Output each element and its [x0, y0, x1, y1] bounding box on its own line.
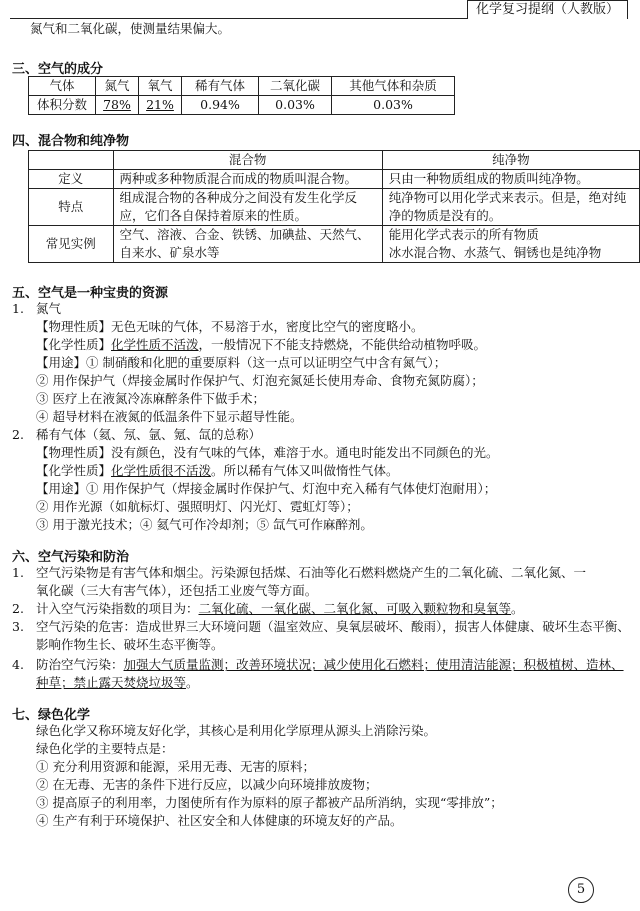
list-number: 1.	[12, 301, 24, 316]
section-5-title: 五、空气是一种宝贵的资源	[12, 286, 169, 301]
noble-gas-use-1: 【用途】① 用作保护气（焊接金属时作保护气、灯泡中充入稀有气体使灯泡耐用）；	[36, 481, 497, 496]
table-row	[29, 151, 640, 170]
noble-gas-chemical: 【化学性质】化学性质很不活泼。所以稀有气体又叫做惰性气体。	[36, 463, 399, 478]
pollution-item-1-cont: 氧化碳（三大有害气体），还包括工业废气等方面。	[36, 583, 318, 598]
table-cell: 纯净物可以用化学式来表示。但是，绝对纯 净的物质是没有的。	[382, 189, 639, 226]
table-cell: 组成混合物的各种成分之间没有发生化学反 应，它们各自保持着原来的性质。	[113, 189, 382, 226]
table-row	[29, 77, 455, 96]
table-cell: 0.03%	[332, 96, 455, 115]
nitrogen-chemical: 【化学性质】化学性质不活泼，一般情况下不能支持燃烧，不能供给动植物呼吸。	[36, 337, 487, 352]
table-row	[29, 170, 640, 189]
table-cell: 纯净物	[382, 151, 639, 170]
green-chem-point-2: ② 在无毒、无害的条件下进行反应，以减少向环境排放废物；	[36, 777, 378, 792]
pollution-item-2: 计入空气污染指数的项目为：二氧化硫、一氧化碳、二氧化氮、可吸入颗粒物和臭氧等。	[36, 601, 524, 616]
table-cell: 0.94%	[182, 96, 259, 115]
noble-gas-use-2: ② 用作光源（如航标灯、强照明灯、闪光灯、霓虹灯等）；	[36, 499, 359, 514]
table-cell: 只由一种物质组成的物质叫纯净物。	[382, 170, 639, 189]
table-cell: 能用化学式表示的所有物质 冰水混合物、水蒸气、铜锈也是纯净物	[382, 226, 639, 263]
table-row	[29, 96, 455, 115]
table-row	[29, 226, 640, 263]
pollution-item-1: 空气污染物是有害气体和烟尘。污染源包括煤、石油等化石燃料燃烧产生的二氧化硫、二氧化氮、一	[36, 565, 587, 580]
table-cell: 两种或多种物质混合而成的物质叫混合物。	[113, 170, 382, 189]
green-chem-point-4: ④ 生产有利于环境保护、社区安全和人体健康的环境友好的产品。	[36, 813, 403, 828]
page-number: 5	[568, 877, 594, 903]
noble-gas-physical: 【物理性质】没有颜色，没有气味的气体，难溶于水。通电时能发出不同颜色的光。	[36, 445, 499, 460]
table-cell: 混合物	[113, 151, 382, 170]
table-cell: 体积分数	[29, 96, 96, 115]
pollution-item-3: 空气污染的危害：造成世界三大环境问题（温室效应、臭氧层破坏、酸雨），损害人体健康、破坏生态平衡、	[36, 619, 630, 634]
nitrogen-physical: 【物理性质】无色无味的气体，不易溶于水，密度比空气的密度略小。	[36, 319, 424, 334]
table-cell: 特点	[29, 189, 114, 226]
list-number: 4.	[12, 657, 24, 672]
table-cell: 氮气	[96, 77, 139, 96]
mixture-pure-table	[28, 150, 640, 263]
section-3-title: 三、空气的成分	[12, 62, 104, 77]
table-cell: 0.03%	[259, 96, 332, 115]
table-cell: 氧气	[139, 77, 182, 96]
section-6-title: 六、空气污染和防治	[12, 550, 130, 565]
list-number: 2.	[12, 601, 24, 616]
table-row	[29, 189, 640, 226]
green-chem-features-label: 绿色化学的主要特点是：	[36, 741, 174, 756]
list-number: 1.	[12, 565, 24, 580]
pollution-item-3-cont: 影响作物生长、破坏生态平衡等。	[36, 637, 224, 652]
noble-gas-heading: 稀有气体（氦、氖、氩、氪、氙的总称）	[36, 427, 262, 442]
noble-gas-use-3: ③ 用于激光技术；④ 氦气可作冷却剂；⑤ 氙气可作麻醉剂。	[36, 517, 373, 532]
green-chem-definition: 绿色化学又称环境友好化学，其核心是利用化学原理从源头上消除污染。	[36, 723, 437, 738]
section-4-title: 四、混合物和纯净物	[12, 134, 130, 149]
nitrogen-heading: 氮气	[36, 301, 62, 316]
nitrogen-use-3: ③ 医疗上在液氮冷冻麻醉条件下做手术；	[36, 391, 265, 406]
header-title: 化学复习提纲（人教版）	[467, 0, 628, 19]
table-cell: 21%	[139, 96, 182, 115]
table-cell: 二氧化碳	[259, 77, 332, 96]
green-chem-point-1: ① 充分利用资源和能源，采用无毒、无害的原料；	[36, 759, 315, 774]
table-cell: 定义	[29, 170, 114, 189]
green-chem-point-3: ③ 提高原子的利用率，力图使所有作为原料的原子都被产品所消纳，实现“零排放”；	[36, 795, 503, 810]
list-number: 2.	[12, 427, 24, 442]
table-cell: 稀有气体	[182, 77, 259, 96]
list-number: 3.	[12, 619, 24, 634]
table-cell: 常见实例	[29, 226, 114, 263]
table-cell: 其他气体和杂质	[332, 77, 455, 96]
section-7-title: 七、绿色化学	[12, 708, 91, 723]
air-composition-table	[28, 76, 455, 115]
table-cell: 空气、溶液、合金、铁锈、加碘盐、天然气、 自来水、矿泉水等	[113, 226, 382, 263]
nitrogen-use-2: ② 用作保护气（焊接金属时作保护气、灯泡充氮延长使用寿命、食物充氮防腐）；	[36, 373, 484, 388]
table-cell: 气体	[29, 77, 96, 96]
pollution-item-4: 防治空气污染：加强大气质量监测；改善环境状况；减少使用化石燃料；使用清洁能源；积极植树、造林、	[36, 657, 624, 672]
intro-line: 氮气和二氧化碳，使测量结果偏大。	[30, 21, 231, 36]
table-cell: 78%	[96, 96, 139, 115]
nitrogen-use-4: ④ 超导材料在液氮的低温条件下显示超导性能。	[36, 409, 303, 424]
nitrogen-use-1: 【用途】① 制硝酸和化肥的重要原料（这一点可以证明空气中含有氮气）；	[36, 355, 447, 370]
pollution-item-4-cont: 种草；禁止露天焚烧垃圾等。	[36, 675, 199, 690]
